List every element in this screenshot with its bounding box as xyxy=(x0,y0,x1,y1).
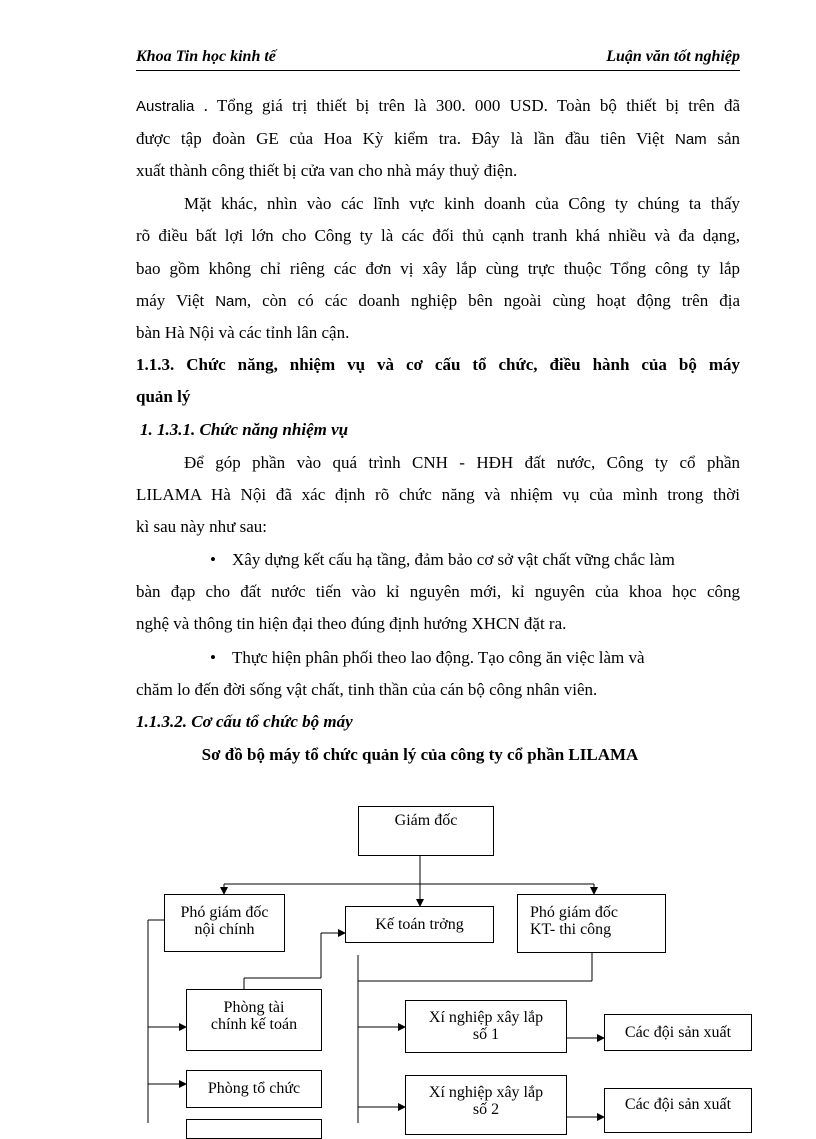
inline-text: sản xyxy=(706,129,740,148)
org-box-label: Phó giám đốc xyxy=(180,904,269,921)
org-box-label: Xí nghiệp xây lắp xyxy=(428,1084,544,1101)
org-box-label: Các đội sản xuất xyxy=(624,1024,732,1041)
paragraph-line: bàn Hà Nội và các tỉnh lân cận. xyxy=(136,323,350,342)
org-box-label: Phòng tổ chức xyxy=(207,1080,301,1097)
section-heading-cont: quản lý xyxy=(136,387,191,406)
bullet-text: Xây dựng kết cấu hạ tầng, đảm bảo cơ sở vật chất vững chắc làm xyxy=(232,550,675,569)
inline-word: Australia xyxy=(136,98,195,115)
section-heading: 1.1.3. Chức năng, nhiệm vụ và cơ cấu tổ chức, điều hành của bộ máy xyxy=(136,355,740,374)
org-box-label: số 2 xyxy=(472,1101,500,1118)
org-box-partial xyxy=(186,1119,322,1139)
org-box-finance xyxy=(186,989,322,1051)
header-faculty: Khoa Tin học kinh tế xyxy=(136,48,276,65)
org-box-label: Phó giám đốc xyxy=(530,904,618,921)
paragraph-line: bàn đạp cho đất nước tiến vào kỉ nguyên mới, kỉ nguyên của khoa học công xyxy=(136,582,740,601)
paragraph-line: LILAMA Hà Nội đã xác định rõ chức năng và nhiệm vụ của mình trong thời xyxy=(136,485,740,504)
org-box-label: Các đội sản xuất xyxy=(624,1096,732,1113)
paragraph-line: kì sau này như sau: xyxy=(136,517,268,536)
paragraph-line: rõ điều bất lợi lớn cho Công ty là các đối thủ cạnh tranh khá nhiều và đa dạng, xyxy=(136,226,740,245)
inline-text: , còn có các doanh nghiệp bên ngoài cùng hoạt động trên địa xyxy=(246,291,740,310)
org-box-label: Phòng tài xyxy=(223,999,285,1016)
header-thesis-type: Luận văn tốt nghiệp xyxy=(606,48,740,65)
org-box-label: KT- thi công xyxy=(530,921,612,938)
paragraph-line: Để góp phần vào quá trình CNH - HĐH đất nước, Công ty cổ phần xyxy=(184,453,740,472)
org-box-label: Giám đốc xyxy=(394,812,458,829)
bullet-text: Thực hiện phân phối theo lao động. Tạo công ăn việc làm và xyxy=(232,648,645,667)
org-box-label: số 1 xyxy=(472,1026,500,1043)
org-box-label: Xí nghiệp xây lắp xyxy=(428,1009,544,1026)
org-box-enterprise-1 xyxy=(405,1000,567,1053)
inline-text: được tập đoàn GE của Hoa Kỳ kiểm tra. Đây là lần đầu tiên Việt xyxy=(136,129,675,148)
org-box-deputy-technical xyxy=(517,894,666,953)
paragraph-line: bao gồm không chỉ riêng các đơn vị xây lắp cùng trực thuộc Tổng công ty lắp xyxy=(136,259,740,278)
inline-word: Nam xyxy=(215,293,247,310)
paragraph-line: nghệ và thông tin hiện đại theo đúng định hướng XHCN đặt ra. xyxy=(136,614,567,633)
subsection-heading: 1.1.3.2. Cơ cấu tổ chức bộ máy xyxy=(136,712,353,731)
org-box-production-teams-2 xyxy=(604,1088,752,1133)
inline-word: Nam xyxy=(674,131,707,148)
inline-text: máy Việt xyxy=(136,291,216,310)
org-box-label: Kế toán trởng xyxy=(375,916,464,933)
inline-text: . Tổng giá trị thiết bị trên là 300. 000 USD. Toàn bộ thiết bị trên đã xyxy=(194,96,740,115)
diagram-title: Sơ đồ bộ máy tổ chức quản lý của công ty cổ phần LILAMA xyxy=(201,745,639,764)
org-box-enterprise-2 xyxy=(405,1075,567,1135)
org-box-chief-accountant xyxy=(345,906,494,943)
org-box-label: nội chính xyxy=(194,921,255,938)
org-box-deputy-admin xyxy=(164,894,285,952)
paragraph-line: Mặt khác, nhìn vào các lĩnh vực kinh doanh của Công ty chúng ta thấy xyxy=(184,194,740,213)
subsection-heading: 1. 1.3.1. Chức năng nhiệm vụ xyxy=(140,420,349,439)
org-box-director xyxy=(358,806,494,856)
paragraph-line: chăm lo đến đời sống vật chất, tinh thần của cán bộ công nhân viên. xyxy=(136,680,598,699)
paragraph-line: xuất thành công thiết bị cửa van cho nhà máy thuỷ điện. xyxy=(136,161,518,180)
bullet-icon: • xyxy=(210,550,216,569)
bullet-icon: • xyxy=(210,648,216,667)
org-box-production-teams-1 xyxy=(604,1014,752,1051)
org-box-label: chính kế toán xyxy=(210,1016,298,1033)
org-box-hr xyxy=(186,1070,322,1108)
